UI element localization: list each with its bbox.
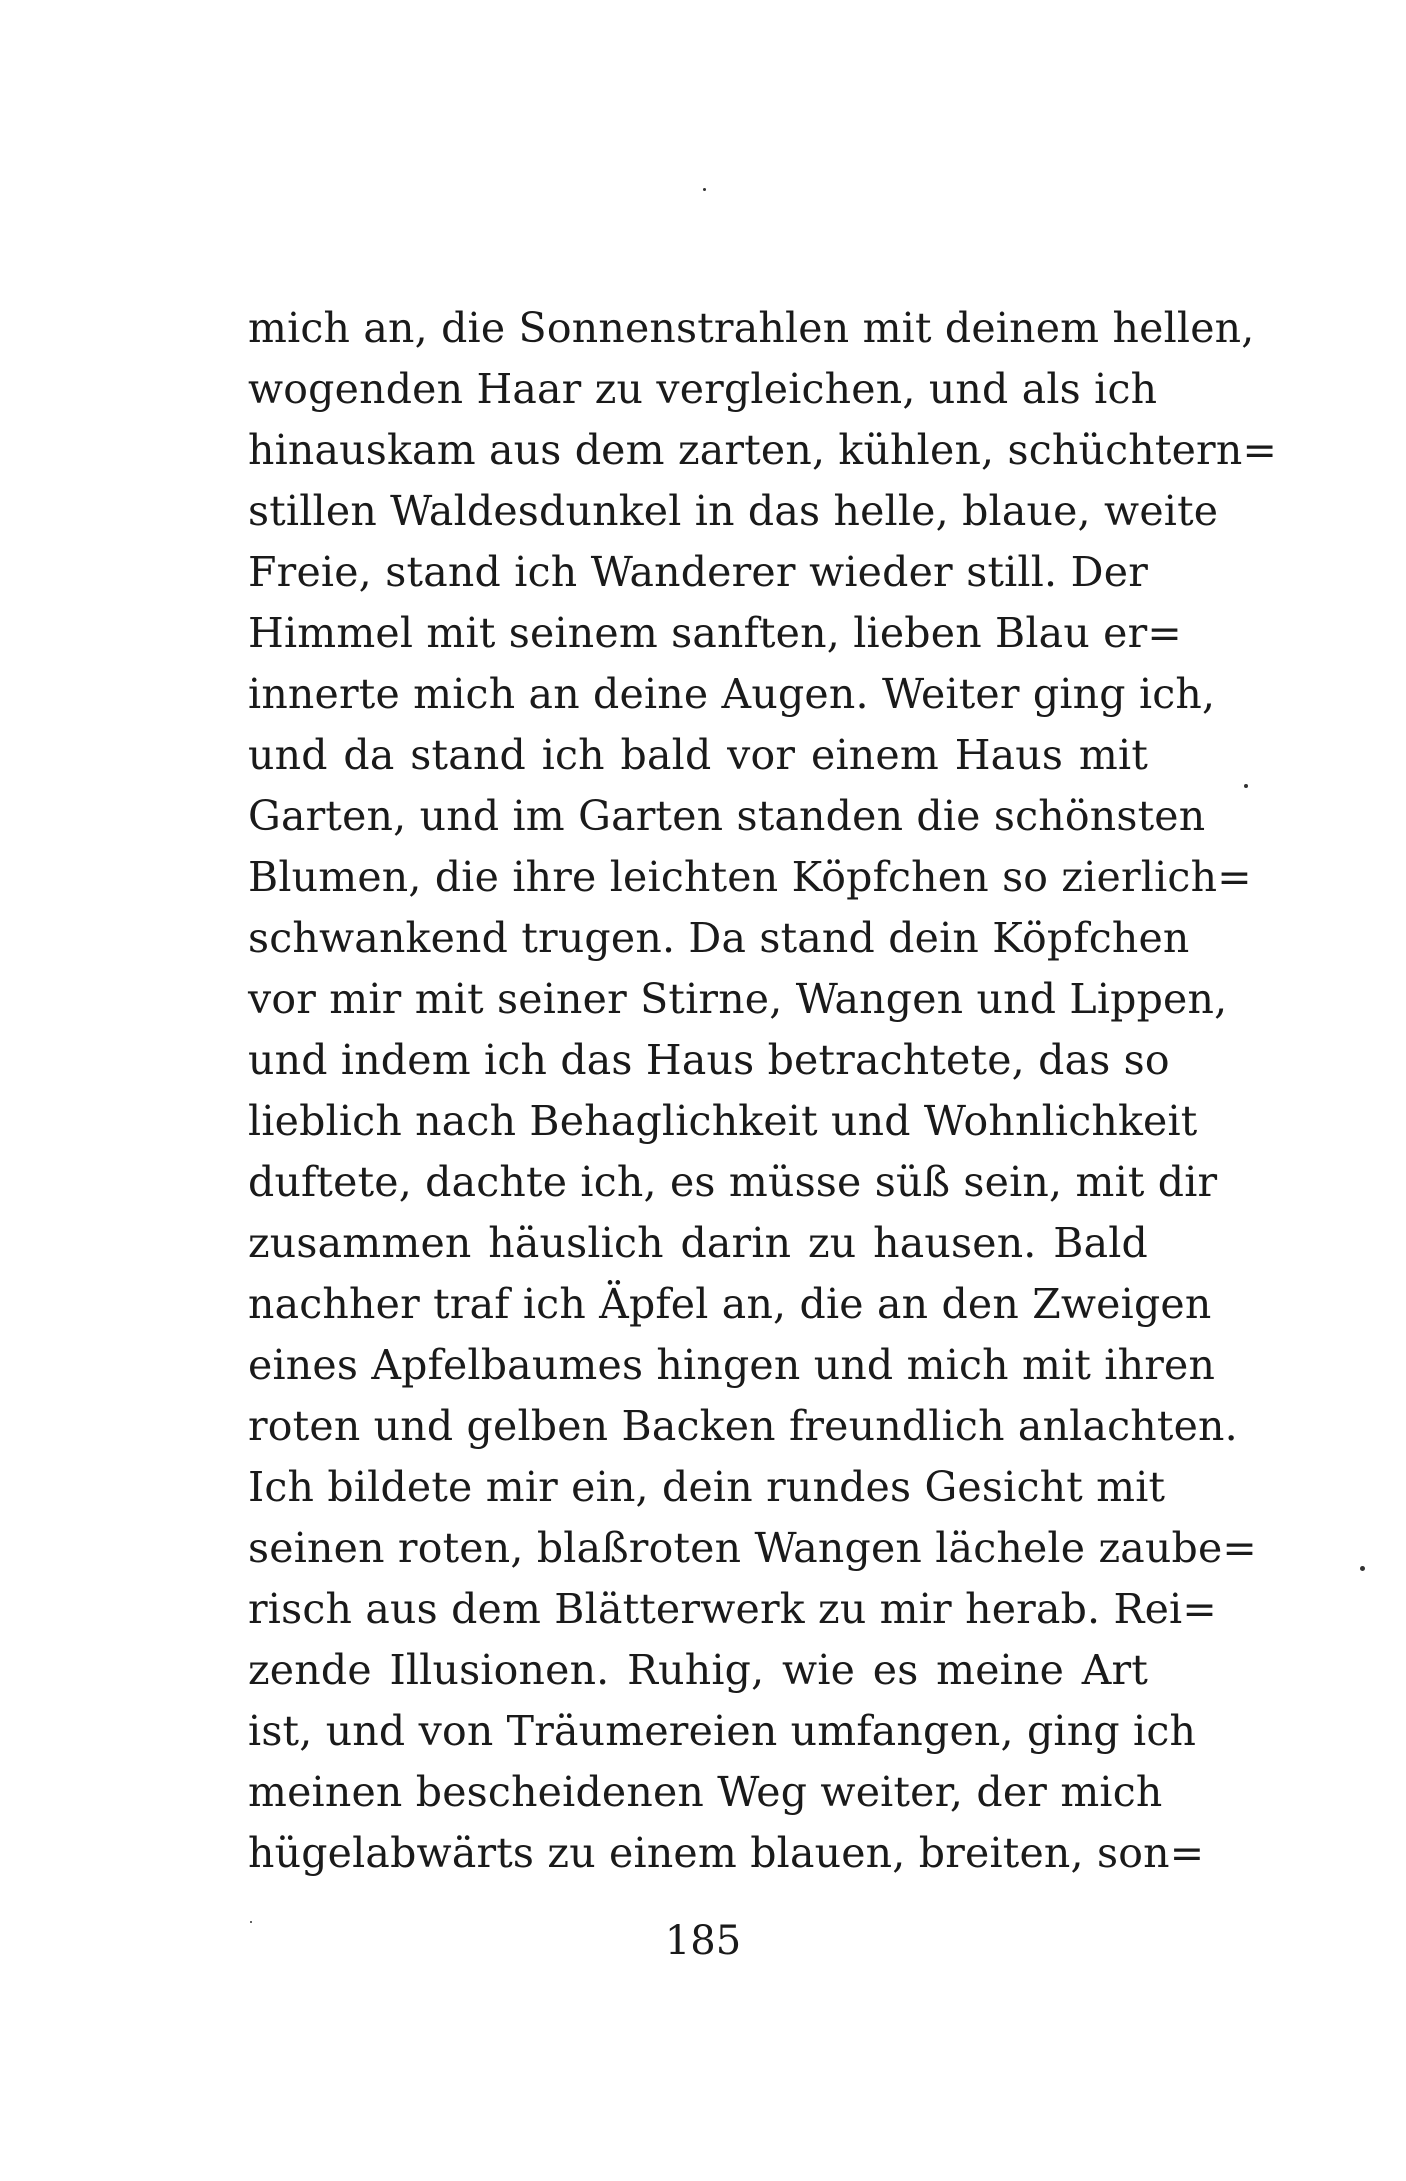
text-line: innerte mich an deine Augen. Weiter ging ich, bbox=[248, 670, 1216, 718]
scan-speck bbox=[1244, 784, 1248, 788]
text-line: wogenden Haar zu vergleichen, und als ich bbox=[248, 365, 1158, 413]
text-line: hügelabwärts zu einem blauen, breiten, son= bbox=[248, 1829, 1205, 1877]
text-line: stillen Waldesdunkel in das helle, blaue, weite bbox=[248, 487, 1219, 535]
text-line: Ich bildete mir ein, dein rundes Gesicht mit bbox=[248, 1463, 1166, 1511]
page-number: 185 bbox=[664, 1918, 742, 1964]
text-line: schwankend trugen. Da stand dein Köpfchen bbox=[248, 914, 1190, 962]
text-line: duftete, dachte ich, es müsse süß sein, mit dir bbox=[248, 1158, 1218, 1206]
text-line: mich an, die Sonnenstrahlen mit deinem hellen, bbox=[248, 304, 1255, 352]
scan-speck bbox=[250, 1921, 252, 1923]
text-line: zende Illusionen. Ruhig, wie es meine Art bbox=[248, 1646, 1148, 1694]
text-line: Blumen, die ihre leichten Köpfchen so zierlich= bbox=[248, 853, 1252, 901]
text-line: Garten, und im Garten standen die schönsten bbox=[248, 792, 1206, 840]
text-line: Freie, stand ich Wanderer wieder still. Der bbox=[248, 548, 1148, 596]
text-line: und da stand ich bald vor einem Haus mit bbox=[248, 731, 1148, 779]
scan-speck bbox=[1360, 1566, 1365, 1571]
text-line: roten und gelben Backen freundlich anlachten. bbox=[248, 1402, 1238, 1450]
text-line: Himmel mit seinem sanften, lieben Blau er= bbox=[248, 609, 1182, 657]
text-line: zusammen häuslich darin zu hausen. Bald bbox=[248, 1219, 1148, 1267]
text-line: eines Apfelbaumes hingen und mich mit ihren bbox=[248, 1341, 1216, 1389]
text-line: risch aus dem Blätterwerk zu mir herab. Rei= bbox=[248, 1585, 1217, 1633]
text-line: meinen bescheidenen Weg weiter, der mich bbox=[248, 1768, 1163, 1816]
text-line: nachher traf ich Äpfel an, die an den Zweigen bbox=[248, 1280, 1212, 1328]
scan-speck bbox=[703, 188, 706, 191]
text-line: ist, und von Träumereien umfangen, ging ich bbox=[248, 1707, 1197, 1755]
text-line: lieblich nach Behaglichkeit und Wohnlichkeit bbox=[248, 1097, 1198, 1145]
text-line: hinauskam aus dem zarten, kühlen, schüchtern= bbox=[248, 426, 1277, 474]
text-line: seinen roten, blaßroten Wangen lächele zaube= bbox=[248, 1524, 1257, 1572]
text-line: und indem ich das Haus betrachtete, das so bbox=[248, 1036, 1170, 1084]
body-text bbox=[248, 298, 1277, 1884]
text-line: vor mir mit seiner Stirne, Wangen und Lippen, bbox=[248, 975, 1228, 1023]
